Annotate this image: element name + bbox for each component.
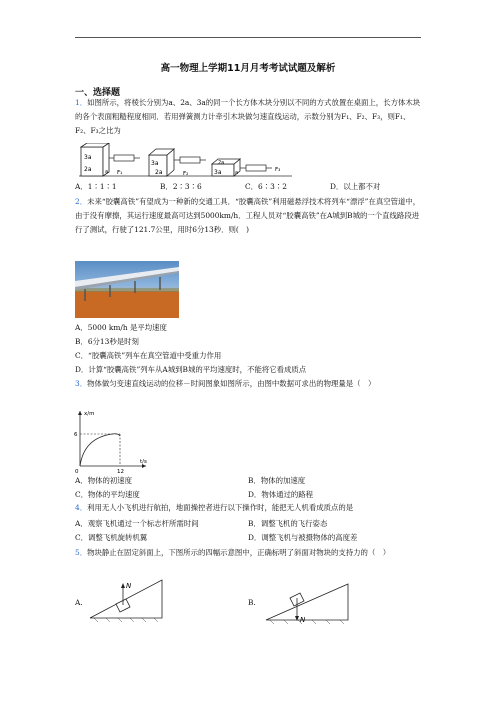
tick-label: 0	[75, 469, 79, 474]
fig-label: 2a	[155, 169, 163, 176]
fig-label: F₁	[117, 170, 123, 176]
displacement-time-graph	[72, 408, 152, 474]
question-2	[75, 195, 425, 238]
option: B．2∶3∶6	[160, 182, 202, 191]
question-number: 3．	[75, 379, 88, 388]
fig-label: a	[105, 169, 109, 175]
question-number: 4．	[75, 503, 88, 512]
block-friction-figure	[77, 143, 297, 181]
fig-label: 3a	[214, 169, 222, 176]
header-rule	[75, 37, 421, 38]
option: A．1∶1∶1	[75, 182, 117, 191]
tick-label: 6	[74, 432, 78, 438]
fig-label: a	[235, 170, 239, 176]
option: B.	[248, 598, 256, 607]
option: D．以上都不对	[330, 182, 381, 191]
question-text: 物体做匀变速直线运动的位移－时间图象如图所示，由图中数据可求出的物理量是（ ）	[87, 379, 376, 388]
option: D．调整飞机与被摄物体的高度差	[248, 533, 358, 542]
fig-label: 3a	[151, 160, 159, 167]
option: A.	[75, 598, 83, 607]
question-number: 5．	[75, 548, 88, 557]
option: B．物体的加速度	[248, 476, 306, 485]
maglev-tube-photo	[75, 261, 179, 318]
page-title: 高一物理上学期11月月考考试试题及解析	[160, 63, 336, 74]
question-4	[75, 501, 425, 515]
option: A．5000 km/h 是平均速度	[75, 323, 167, 332]
option: A．观察飞机通过一个标志杆所需时间	[75, 519, 199, 528]
question-text: 如图所示，将棱长分别为a、2a、3a的同一个长方体木块分别以不同的方式放置在桌面上，长方体木块的各个表面粗糙程度相同．若用弹簧测力计牵引木块做匀速直线运动，示数分别为F₁、F₂、F₃，则F₁、F₂、F₃之比为	[75, 98, 421, 136]
question-text: 未来“胶囊高铁”有望成为一种新的交通工具．“胶囊高铁”利用磁悬浮技术将列车“漂浮”在真空管道中，由于没有摩擦，其运行速度最高可达到5000km/h．工程人员对“胶囊高铁”在A城到B城的一个直线路段进行了测试，行驶了121.7公里，用时6分13秒．则( )	[75, 197, 421, 235]
fig-label: F₃	[275, 167, 281, 173]
option: D．物体通过的路程	[248, 490, 314, 499]
question-text: 利用无人小飞机进行航拍，地面操控者进行以下操作时，能把无人机看成质点的是	[87, 503, 354, 512]
fig-label: 3a	[84, 154, 92, 161]
incline-figure-b	[262, 576, 352, 626]
option: B．6分13秒是时刻	[75, 337, 139, 346]
question-text: 物块静止在固定斜面上，下图所示的四幅示意图中，正确标明了斜面对物块的支持力的（ ）	[87, 548, 391, 557]
force-label: N	[300, 616, 306, 624]
option: B．调整飞机的飞行姿态	[248, 519, 328, 528]
option: C．调整飞机旋转机翼	[75, 533, 148, 542]
question-number: 2．	[75, 197, 88, 206]
question-3	[75, 377, 425, 391]
axis-label: t/s	[140, 459, 147, 465]
option: A．物体的初速度	[75, 476, 133, 485]
question-1	[75, 96, 425, 139]
option: D．计算“胶囊高铁”列车从A城到B城的平均速度时，不能将它看成质点	[75, 365, 307, 374]
fig-label: 2a	[218, 160, 225, 166]
section-heading: 一、选择题	[75, 88, 121, 98]
fig-label: F₂	[183, 171, 189, 177]
option: C．物体的平均速度	[75, 490, 140, 499]
question-5	[75, 546, 425, 560]
option: C．“胶囊高铁”列车在真空管道中受重力作用	[75, 351, 222, 360]
tick-label: 12	[117, 469, 124, 474]
incline-figure-a	[86, 574, 166, 624]
question-number: 1．	[75, 98, 88, 107]
fig-label: 2a	[84, 166, 92, 173]
axis-label: x/m	[84, 411, 95, 417]
force-label: N	[126, 582, 132, 590]
option: C．6∶3∶2	[245, 182, 287, 191]
